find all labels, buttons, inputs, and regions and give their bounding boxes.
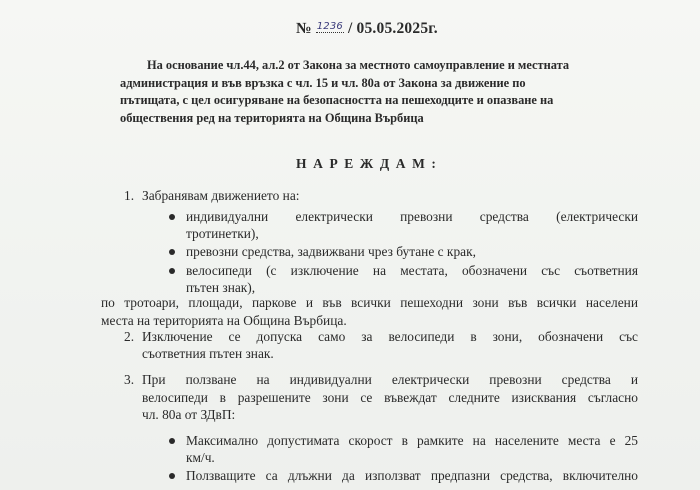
- item-tail: места на територията на Община Върбица.: [101, 313, 347, 328]
- item-number: 2.: [124, 329, 135, 344]
- bullet-text-cont: тротинетки),: [186, 226, 259, 241]
- preamble: [120, 57, 634, 127]
- item-text: велосипеди в разрешените зони се въвеждат следните изисквания съгласно: [142, 390, 638, 405]
- number-date: / 05.05.2025г.: [347, 20, 438, 37]
- bullet-text-cont: км/ч.: [186, 450, 215, 465]
- bullet-text: велосипеди (с изключение на местата, обозначени със съответния: [186, 263, 638, 278]
- bullet-icon: [169, 268, 175, 274]
- bullet-icon: [169, 249, 175, 255]
- bullet-icon: [169, 473, 175, 479]
- order-number: [296, 20, 438, 38]
- bullet-text: Ползващите са длъжни да използват предпазни средства, включително: [186, 468, 638, 483]
- preamble-line: администрация и във връзка с чл. 15 и чл. 80а от Закона за движение по: [120, 75, 526, 90]
- item-text: Изключение се допуска само за велосипеди в зони, обозначени със: [142, 329, 638, 344]
- item-tail: по тротоари, площади, паркове и във всички пешеходни зони във всички населени: [101, 295, 638, 310]
- item-number: 3.: [124, 372, 135, 387]
- handwritten-number: 1236: [316, 21, 343, 32]
- order-heading: НАРЕЖДАМ:: [296, 156, 443, 171]
- bullet-icon: [169, 214, 175, 220]
- item-text: При ползване на индивидуални електрически превозни средства и: [142, 372, 638, 387]
- preamble-line: обществения ред на територията на Община Върбица: [120, 110, 424, 125]
- number-prefix: №: [296, 20, 312, 37]
- bullet-text: индивидуални електрически превозни средства (електрически: [186, 209, 638, 224]
- bullet-text: превозни средства, задвижвани чрез бутане с крак,: [186, 244, 476, 259]
- bullet-text-cont: пътен знак),: [186, 280, 256, 295]
- item-text: съответния пътен знак.: [142, 346, 274, 361]
- bullet-icon: [169, 438, 175, 444]
- bullet-text: Максимално допустимата скорост в рамките на населените места е 25: [186, 433, 638, 448]
- preamble-line: пътищата, с цел осигуряване на безопасността на пешеходците и опазване на: [120, 93, 554, 107]
- preamble-line: На основание чл.44, ал.2 от Закона за местното самоуправление и местната: [147, 58, 570, 72]
- item-text: чл. 80а от ЗДвП:: [142, 407, 236, 422]
- item-lead: Забранявам движението на:: [142, 188, 300, 203]
- item-number: 1.: [124, 188, 135, 203]
